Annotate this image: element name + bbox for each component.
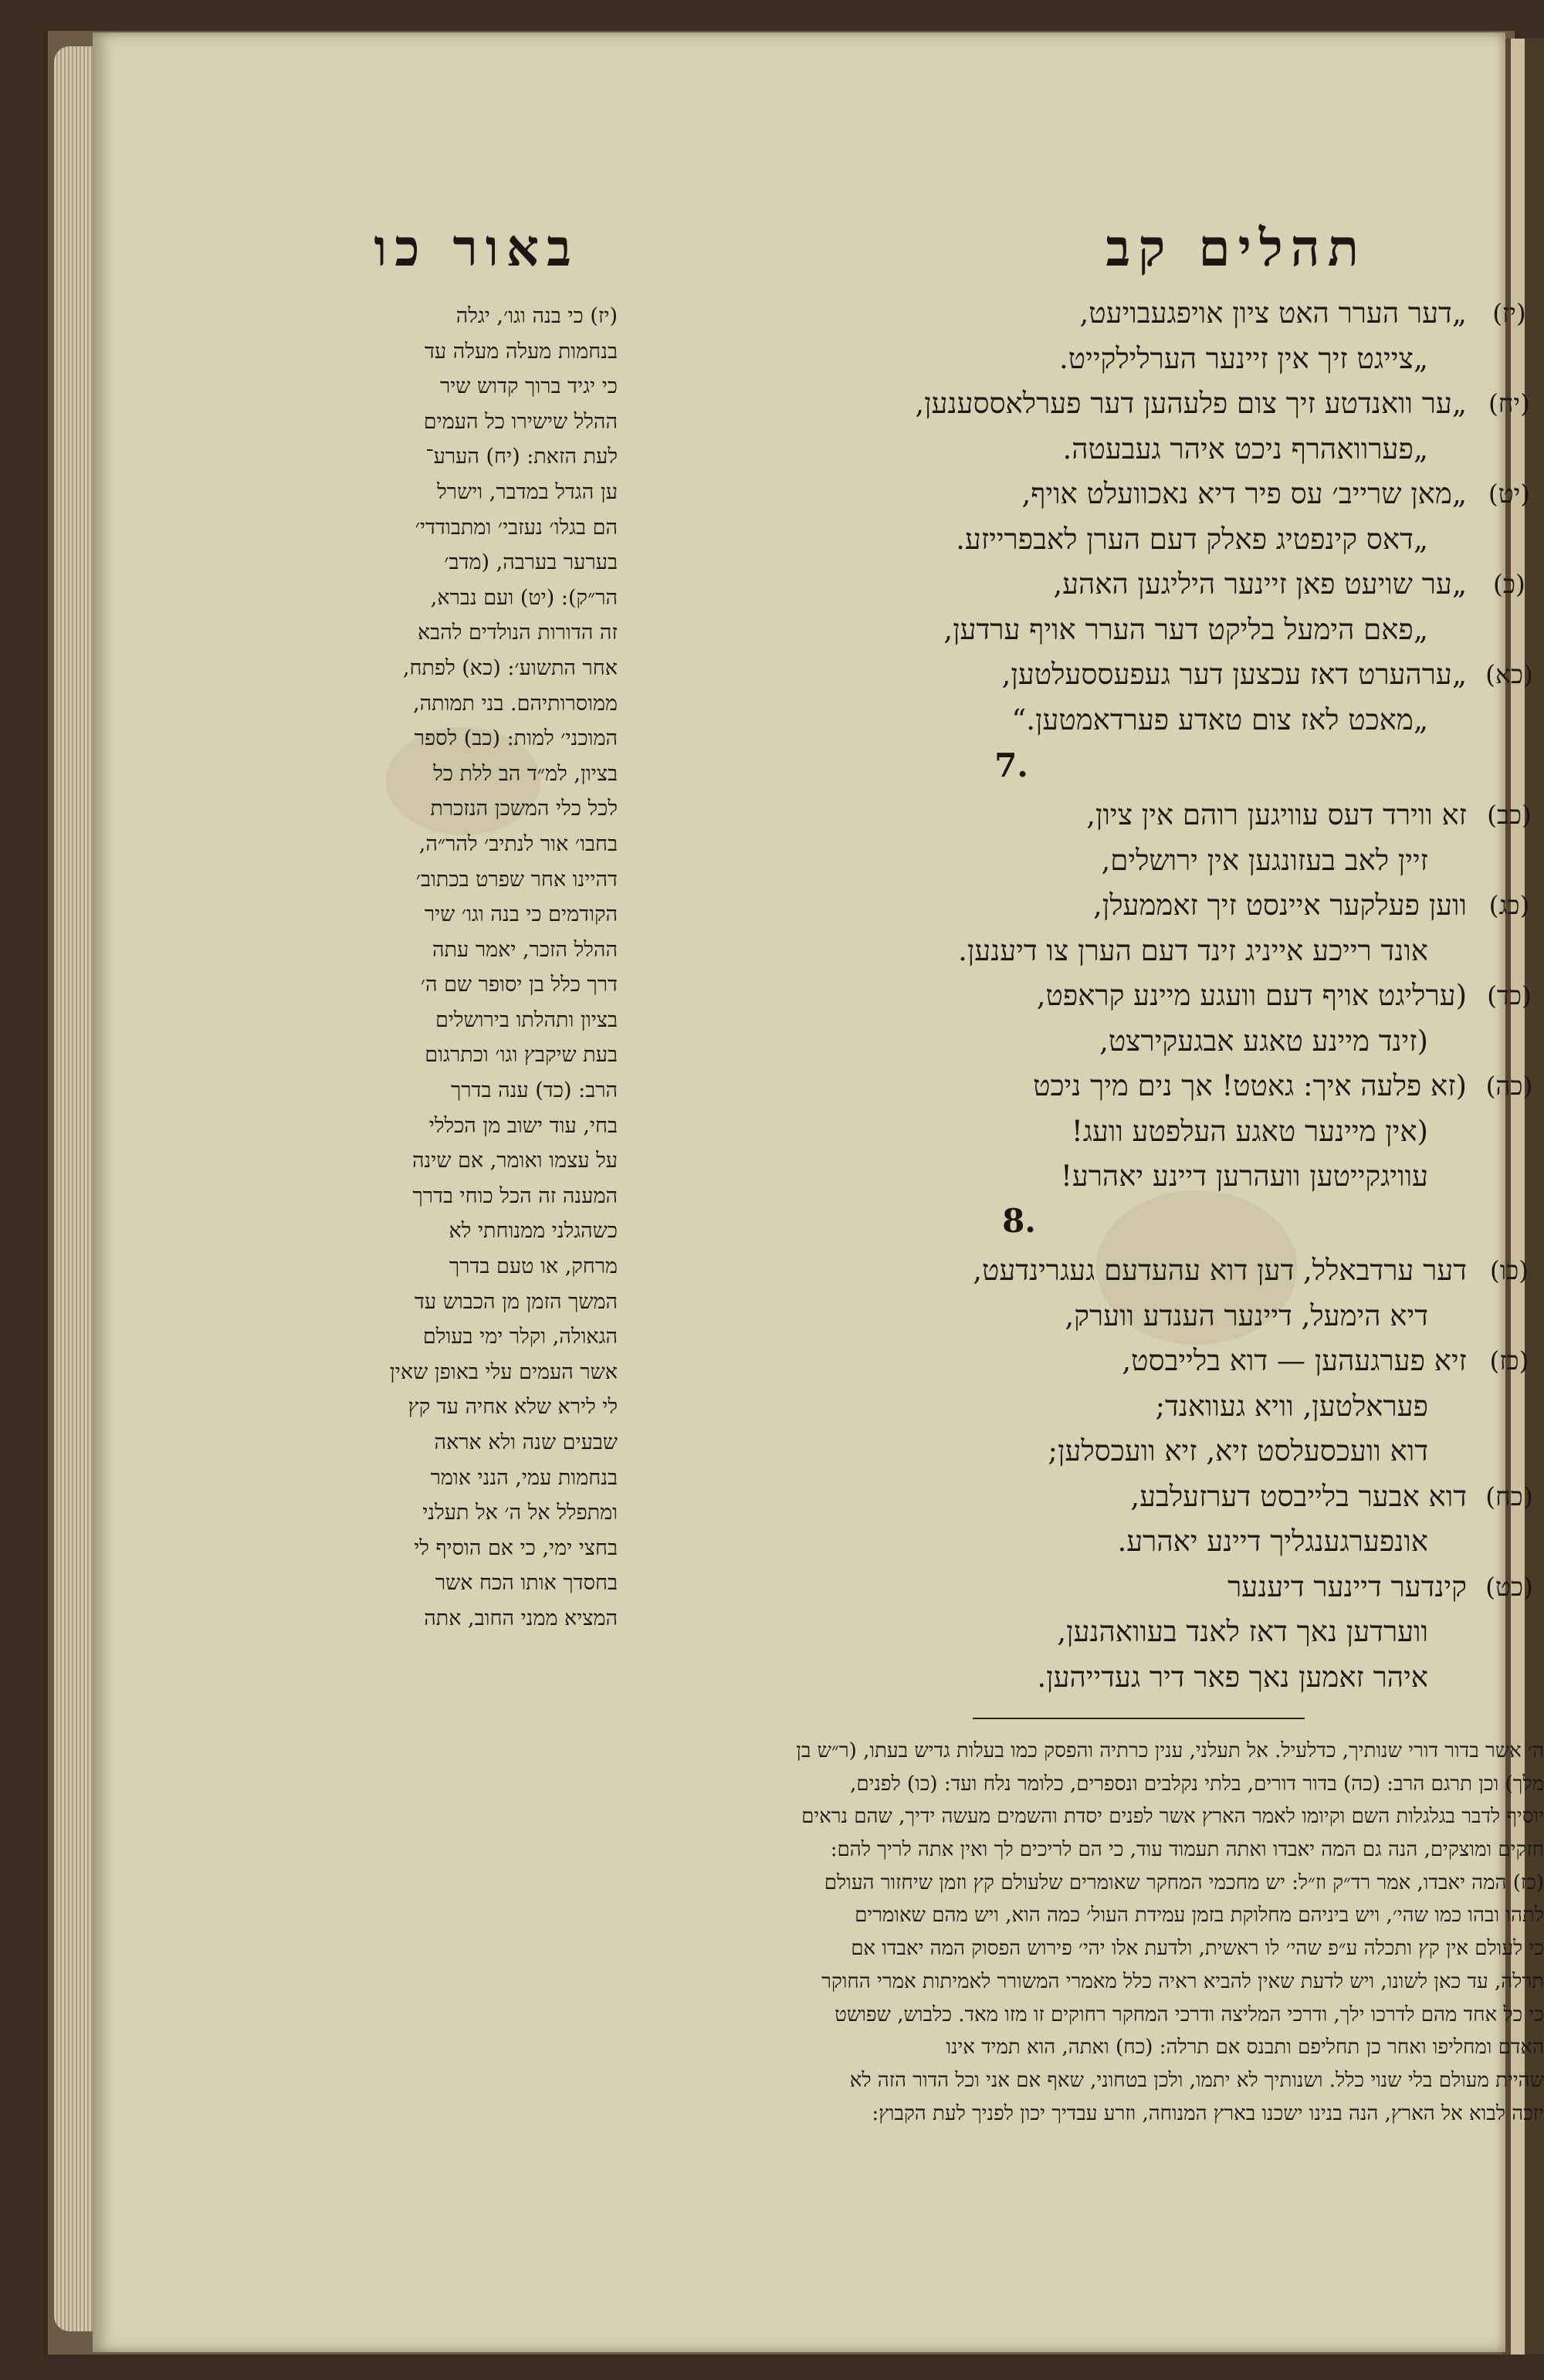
commentary-line: המוכני׳ למות: (כב) לספר [414, 726, 618, 751]
footnote-line: יזכה לבוא אל הארץ, הנה בנינו ישכנו בארץ המנוחה, וזרע עבדיך יכון לפניך לעת הקבוץ: [872, 2101, 1544, 2125]
verse-number: (כא) [1485, 659, 1533, 689]
commentary-line: ההלל שישירו כל העמים [423, 409, 618, 434]
commentary-line: בעת שיקבץ וגו׳ וכתרגום [425, 1043, 618, 1068]
verse-text: „ער וואנדטע זיך צום פלעהען דער פערלאססענען, [915, 387, 1467, 420]
commentary-line: לעת הזאת: (יח) הערע־ [425, 445, 618, 469]
footnote-line: מלך) וכן תרגם הרב: (כה) בדור דורים, בלתי נקלבים ונספרים, כלומר נלח ועד: (כו) לפנים, [850, 1772, 1544, 1796]
commentary-line: המציא ממני החוב, אתה [424, 1606, 618, 1630]
verse-line [633, 1429, 1544, 1474]
poem-column [633, 291, 1544, 1735]
verse-text: זיין לאב בעזונגען אין ירושלים, [1101, 843, 1428, 877]
verse-line [633, 1109, 1544, 1154]
verse-line [633, 883, 1544, 928]
verse-line [633, 427, 1544, 472]
verse-line [633, 1294, 1544, 1339]
verse-line [633, 698, 1544, 743]
footnote-line: שהיית מעולם בלי שנוי כלל. ושנותיך לא יתמו, ולכן בטחוני, שאף אם אני וכל הדור הזה לא [849, 2068, 1544, 2092]
footnotes [324, 1735, 1544, 2275]
commentary-line: כשהגלני ממנוחתי לא [449, 1219, 618, 1244]
commentary-line: ההלל הזכר, יאמר עתה [432, 937, 618, 962]
footnote-line: האדם ומחליפו ואחר כן תחליפם ותבנס אם תרלה: (כח) ואתה, הוא תמיד אינו [946, 2036, 1544, 2060]
verse-text: קינדער דיינער דיענער [1227, 1569, 1467, 1603]
verse-number: (כה) [1485, 1071, 1533, 1101]
verse-text: זיא פערגעהען — דוא בלייבסט, [1122, 1344, 1467, 1377]
book-page [93, 32, 1544, 2352]
commentary-line: ומתפלל אל ה׳ אל תעלני [422, 1501, 618, 1525]
verse-line [633, 291, 1544, 336]
verse-number: (כז) [1489, 1346, 1529, 1376]
commentary-line: בנחמות עמי, הנני אומר [430, 1465, 618, 1490]
commentary-line: בחצי ימי, כי אם הוסיף לי [414, 1535, 618, 1560]
commentary-line: כי יגיד ברוך קדוש שיר [439, 374, 618, 399]
verse-text: (אין מיינער טאגע העלפטע וועג! [1071, 1114, 1428, 1148]
verse-number: (יז) [1492, 298, 1526, 328]
verse-number: (כד) [1487, 980, 1532, 1011]
commentary-line: דרך כלל בן יסופר שם ה׳ [420, 973, 618, 997]
commentary-line: בציון, למ״ד הב ללת כל [433, 761, 618, 786]
verse-number: (כט) [1485, 1571, 1533, 1602]
commentary-line: דהיינו אחר שפרט בכתוב׳ [415, 867, 618, 892]
verse-text: (ערליגט אויף דעם וועגע מיינע קראפט, [1036, 979, 1467, 1012]
verse-number: (כח) [1485, 1481, 1533, 1512]
verse-number: (יח) [1488, 388, 1530, 418]
verse-text: „דאס קינפטיג פאלק דעם הערן לאבפרייזע. [956, 522, 1428, 556]
verse-line [633, 381, 1544, 426]
verse-line [633, 1384, 1544, 1429]
verse-text: פעראלטען, וויא געוואנד; [1155, 1389, 1428, 1423]
verse-text: איהר זאמען נאך פאר דיר געדייהען. [1037, 1660, 1428, 1694]
commentary-column [324, 299, 618, 1750]
commentary-line: לכל כלי המשכן הנזכרת [430, 797, 618, 821]
commentary-line: הם בגלו׳ נעזבי׳ ומתבודדי׳ [415, 515, 618, 540]
verse-text: ווען פעלקער איינסט זיך זאממעלן, [1093, 889, 1467, 922]
footnote-line: לתהו ובהו כמו שהי׳, ויש ביניהם מחלוקת בזמן עמידת העול׳ כמה הוא, ויש מהם שאומרים [855, 1904, 1544, 1928]
verse-text: „ערהערט דאז עכצען דער געפעססעלטען, [1001, 658, 1467, 691]
commentary-line: מרחק, או טעם בדרך [449, 1254, 618, 1279]
verse-text: ווערדען נאך דאז לאנד בעוואהנען, [1057, 1615, 1428, 1648]
commentary-line: בחבו׳ אור לנתיב׳ להר״ה, [418, 831, 618, 856]
verse-text: עוויגקייטען וועהרען דיינע יאהרע! [1060, 1160, 1428, 1193]
verse-line [633, 608, 1544, 652]
footnote-divider [973, 1718, 1305, 1719]
commentary-line: הגאולה, וקלר ימי בעולם [422, 1325, 618, 1349]
verse-text: „פאם הימעל בליקט דער הערר אויף ערדען, [943, 612, 1428, 646]
commentary-line: המענה זה הכל כוחי בדרך [412, 1183, 618, 1208]
verse-line [633, 838, 1544, 883]
verse-line [633, 1610, 1544, 1654]
footnote-line: ה׳ אשר בדור דורי שנותיך, כדלעיל. אל תעלני, ענין כרתיה והפסק כמו בעלות גדיש בעתו, (ר״ש בן [796, 1739, 1544, 1762]
verse-text: „ער שויעט פאן זיינער היליגען האהע, [1053, 567, 1467, 601]
verse-text: זא ווירד דעס עוויגען רוהם אין ציון, [1086, 798, 1467, 831]
verse-number: (יט) [1488, 479, 1531, 509]
commentary-line: בערער בערבה, (מדב׳ [444, 550, 618, 575]
verse-text: דיא הימעל, דיינער הענדע ווערק, [1065, 1298, 1428, 1332]
verse-number: (כו) [1489, 1255, 1529, 1285]
verse-text: דוא וועכסעלסט זיא, זיא וועכסלען; [1048, 1434, 1428, 1468]
verse-line [633, 1565, 1544, 1610]
verse-line [633, 1064, 1544, 1109]
commentary-line: בחי, עוד ישוב מן הכללי [428, 1113, 618, 1138]
verse-number: (כג) [1488, 890, 1530, 920]
verse-line [633, 793, 1544, 838]
verse-line [633, 472, 1544, 516]
verse-line [633, 1519, 1544, 1564]
commentary-line: בציון ותהלתו בירושלים [435, 1007, 618, 1032]
verse-number: (כ) [1493, 569, 1525, 599]
verse-text: דוא אבער בלייבסט דערזעלבע, [1130, 1479, 1467, 1513]
footnote-line: כי לעולם אין קץ ותכלה ע״פ שהי׳ לו ראשית, ולדעת אלו יהי׳ פירוש הפסוק המה יאבדו אם [851, 1937, 1544, 1961]
verse-line [633, 517, 1544, 562]
verse-line [633, 337, 1544, 381]
commentary-line: המשך הזמן מן הכבוש עד [414, 1289, 618, 1314]
footnote-line: תרלה, עד כאן לשונו, ויש לדעת שאין להביא ראיה כלל מאמרי המשורר לאמיתות אמרי החוקר [821, 1969, 1544, 1993]
footnote-line: חזקים ומוצקים, הנה גם המה יאבדו ואתה תעמוד עוד, כי הם לריכים לך ואין אתה לריך להם: [830, 1838, 1544, 1862]
verse-line [633, 652, 1544, 697]
verse-line [633, 1019, 1544, 1064]
commentary-line: אשר העמים עלי באופן שאין [389, 1359, 618, 1384]
commentary-line: ממוסרותיהם. בני תמותה, [413, 691, 618, 716]
commentary-line: (יז) כי בנה וגו׳, יגלה [455, 304, 618, 328]
verse-line [633, 973, 1544, 1018]
verse-text: „דער הערר האט ציון אויפגעבויעט, [1079, 296, 1467, 330]
verse-line [633, 562, 1544, 607]
commentary-line: הרב: (כד) ענה בדרך [450, 1078, 618, 1103]
verse-line [633, 1474, 1544, 1519]
verse-text: אונפערגענגליך דיינע יאהרע. [1117, 1525, 1428, 1558]
commentary-line: ען הגדל במדבר, וישרל [437, 479, 618, 504]
verse-line [633, 929, 1544, 973]
verse-text: אונד רייכע אייניג זינד דעם הערן צו דיענען. [958, 933, 1428, 967]
commentary-line: שבעים שנה ולא אראה [434, 1430, 618, 1454]
verse-text: „צייגט זיך אין זיינער הערלילקייט. [1059, 341, 1428, 375]
section-number: 8. [1002, 1202, 1036, 1240]
verse-text: דער ערדבאלל, דען דוא עהעדעם געגרינדעט, [973, 1254, 1467, 1287]
commentary-line: בנחמות מעלה מעלה עד [424, 339, 618, 364]
verse-line [633, 1339, 1544, 1383]
commentary-line: זה הדורות הנולדים להבא [417, 621, 618, 645]
footnote-line: כי כל אחד מהם לדרכו ילך, ודרכי המליצה ודרכי המחקר רחוקים זו מזו מאד. כלבוש, שפושט [835, 2003, 1544, 2026]
page-title: תהלים קב [1106, 218, 1366, 278]
commentary-line: בחסדך אותו הכח אשר [435, 1571, 618, 1596]
footnote-line: (כז) המה יאבדו, אמר רד״ק וז״ל: יש מחכמי המחקר שאומרים שלעולם קץ וזמן שיחזור העולם [824, 1870, 1544, 1894]
commentary-line: על עצמו ואומר, אם שינה [411, 1149, 618, 1173]
verse-text: (זא פלעה איך: גאטט! אך נים מיך ניכט [1033, 1069, 1467, 1102]
verse-number: (כב) [1487, 800, 1532, 830]
commentary-line: לי לירא שלא אחיה עד קץ [408, 1395, 618, 1420]
commentary-title: באור כו [374, 218, 579, 278]
section-number: 7. [994, 747, 1028, 784]
verse-text: „פערוואהרף ניכט איהר געבעטה. [1062, 432, 1428, 466]
commentary-line: אחר התשוע׳: (כא) לפתח, [402, 655, 618, 680]
verse-text: (זינד מיינע טאגע אבגעקירצט, [1099, 1024, 1428, 1058]
footnote-line: יוסיף לדבר בגלגלות השם וקיומו לאמר הארץ אשר לפנים יסדת והשמים מעשה ידיך, שהם נראים [801, 1805, 1544, 1829]
verse-line [633, 1154, 1544, 1199]
verse-line [633, 1248, 1544, 1293]
commentary-line: הקודמים כי בנה וגו׳ שיר [424, 902, 618, 927]
commentary-line: הר״ק): (יט) ועם נברא, [430, 585, 618, 610]
verse-text: „מאכט לאז צום טאדע פערדאמטען.“ [1011, 702, 1428, 736]
verse-text: „מאן שרייב׳ עס פיר דיא נאכוועלט אויף, [1021, 477, 1467, 510]
verse-line [633, 1655, 1544, 1700]
